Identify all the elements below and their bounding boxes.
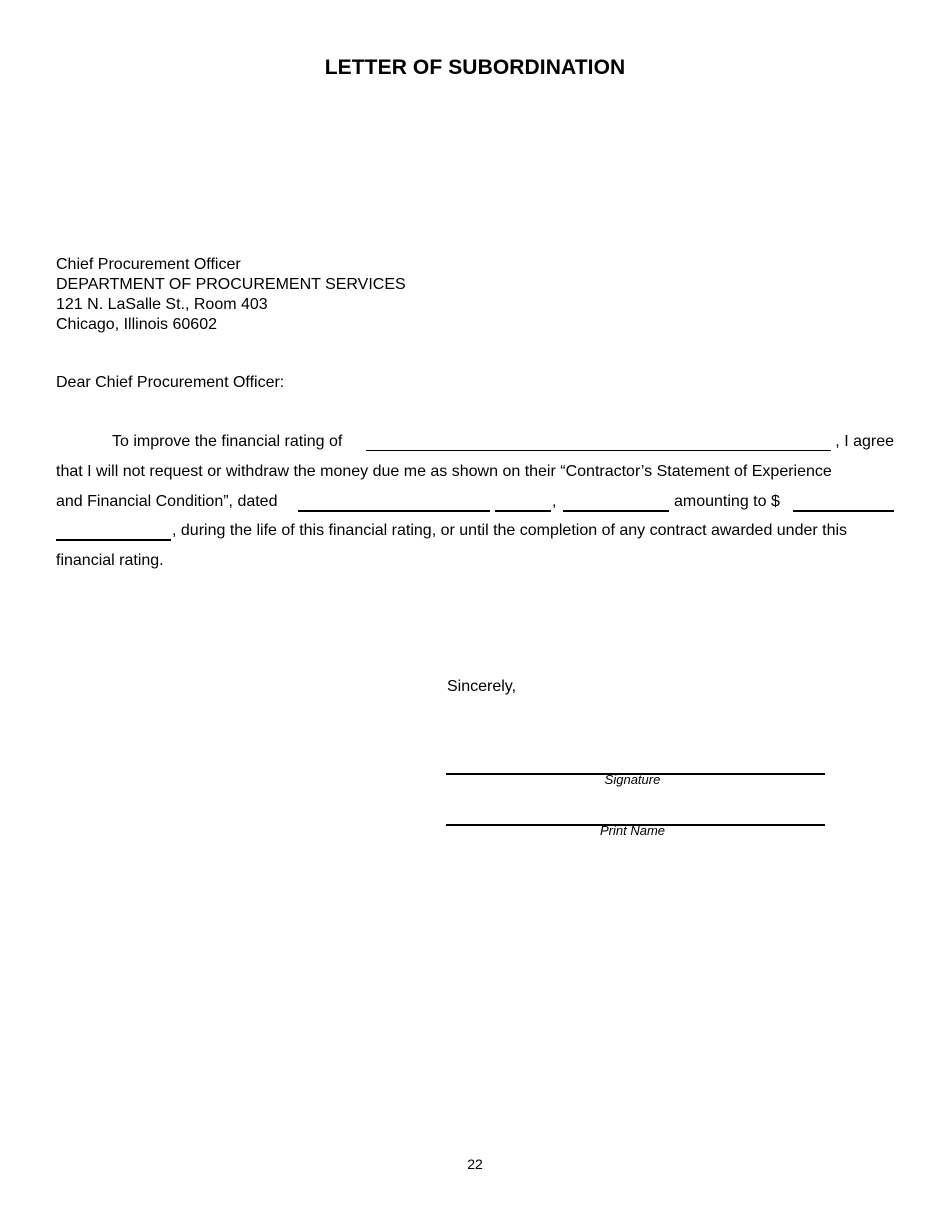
page-number: 22 [467,1156,483,1172]
date-month-day-blank[interactable] [298,510,490,512]
body-line-1 [56,433,894,455]
date-year-blank[interactable] [495,510,551,512]
amount-blank-part1[interactable] [793,510,894,512]
recipient-department: DEPARTMENT OF PROCUREMENT SERVICES [56,276,406,293]
body-line-5 [56,552,894,574]
body-line-3-comma: , [552,493,557,510]
body-line-5-text: financial rating. [56,552,164,569]
document-title: LETTER OF SUBORDINATION [324,56,626,79]
amount-blank-part2[interactable] [56,539,171,541]
body-line-1-start: To improve the financial rating of [112,433,343,450]
signature-label: Signature [604,772,661,787]
body-line-4 [56,522,894,544]
body-line-3-start: and Financial Condition”, dated [56,493,278,510]
body-line-4-end: , during the life of this financial rating, or until the completion of any contract awarded under this [172,522,848,539]
print-name-label: Print Name [599,823,666,838]
body-line-3-amount: amounting to $ [674,493,780,510]
closing: Sincerely, [447,678,517,695]
body-line-3 [56,493,894,515]
recipient-street: 121 N. LaSalle St., Room 403 [56,296,268,313]
recipient-city: Chicago, Illinois 60602 [56,316,217,333]
recipient-address [56,255,406,335]
recipient-title: Chief Procurement Officer [56,256,241,273]
contractor-name-blank[interactable] [366,450,831,451]
salutation: Dear Chief Procurement Officer: [56,374,285,391]
body-line-2-text: that I will not request or withdraw the money due me as shown on their “Contractor’s Statement of Experience [56,463,832,480]
date-second-blank[interactable] [563,510,669,512]
body-line-1-end: , I agree [835,433,894,450]
body-line-2 [56,463,894,485]
